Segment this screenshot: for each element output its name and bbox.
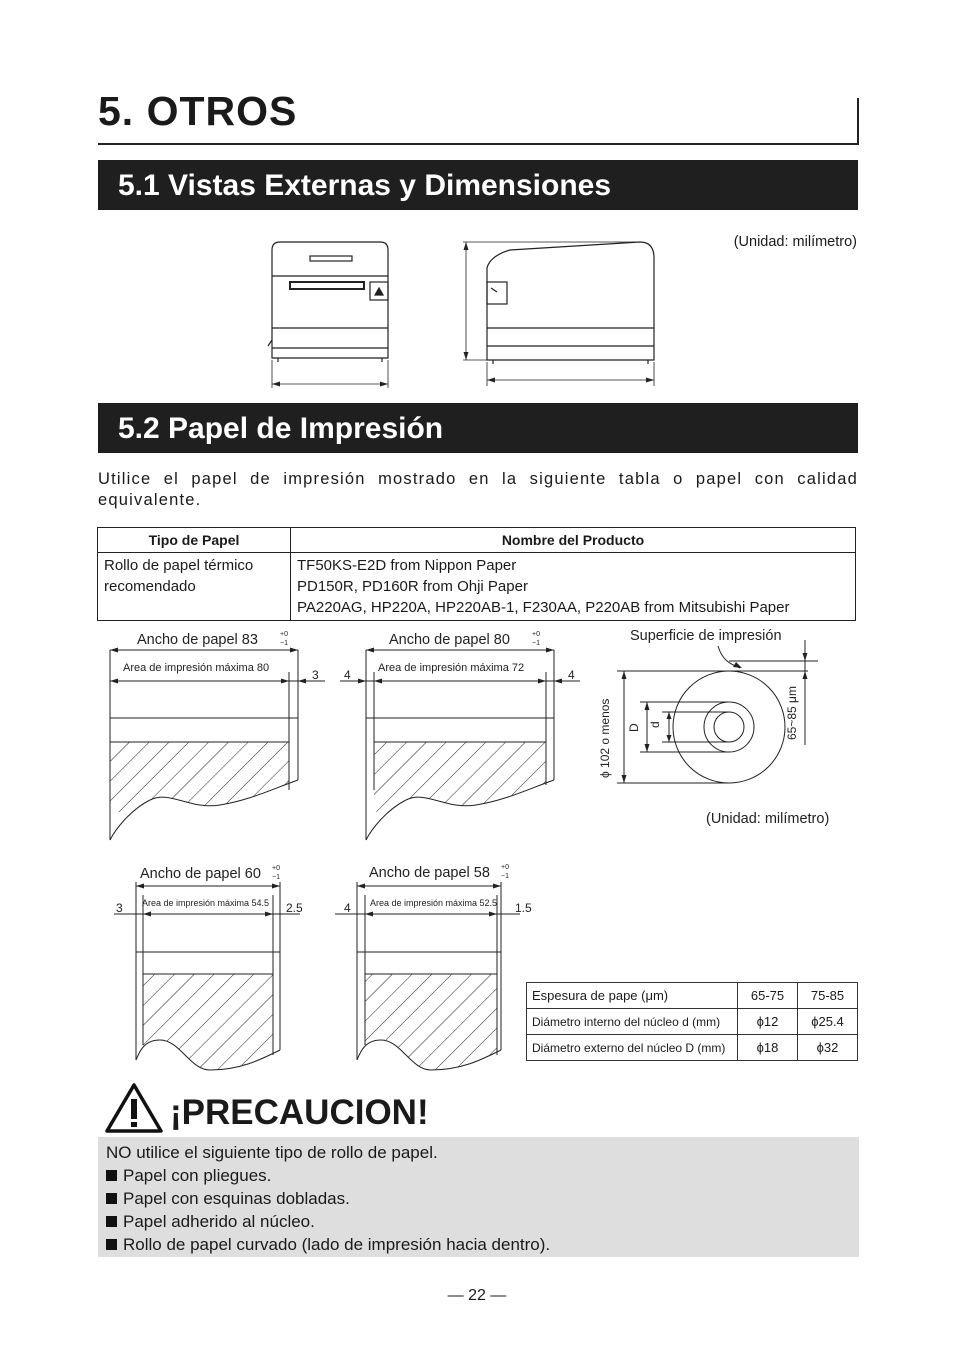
margin-right-80: 4 [568, 668, 575, 682]
product-name: TF50KS-E2D from Nippon Paper [297, 557, 517, 574]
caution-intro: NO utilice el siguiente tipo de rollo de papel. [106, 1143, 438, 1162]
width-60-label: Ancho de papel 60 [140, 866, 261, 882]
spec-value: ϕ18 [738, 1035, 798, 1061]
chapter-rule-vertical [857, 98, 859, 145]
tolerance-lower: −1 [280, 640, 288, 647]
spec-value: ϕ12 [738, 1009, 798, 1035]
product-name-cell [291, 553, 856, 621]
printer-front-view [268, 242, 388, 362]
tolerance-upper: +0 [501, 864, 509, 871]
paper-table-header-type: Tipo de Papel [98, 528, 291, 553]
print-surface-label: Superficie de impresión [630, 628, 782, 644]
caution-item: Papel adherido al núcleo. [123, 1212, 315, 1231]
width-58-label: Ancho de papel 58 [369, 865, 490, 881]
list-item [106, 1164, 851, 1187]
margin-left-80: 4 [344, 668, 351, 682]
printer-side-view [487, 242, 654, 364]
paper-type-line: Rollo de papel térmico [104, 557, 254, 574]
bullet-square-icon [106, 1193, 117, 1204]
width-83-label: Ancho de papel 83 [137, 632, 258, 648]
tolerance-lower: −1 [501, 873, 509, 880]
caution-item: Papel con pliegues. [123, 1166, 272, 1185]
width-80-label: Ancho de papel 80 [389, 632, 510, 648]
core-inner-diameter-label: d [648, 721, 662, 728]
paper-table [97, 527, 856, 621]
list-item [106, 1187, 851, 1210]
tolerance-upper: +0 [272, 865, 280, 872]
product-name: PA220AG, HP220A, HP220AB-1, F230AA, P220AB from Mitsubishi Paper [297, 599, 790, 616]
bullet-square-icon [106, 1239, 117, 1250]
margin-left-60: 3 [116, 901, 123, 915]
tolerance-lower: −1 [272, 874, 280, 881]
paper-80-diagram [340, 650, 580, 840]
margin-right-83: 3 [312, 668, 319, 682]
warning-triangle-icon [104, 1082, 164, 1134]
table-row [98, 553, 856, 621]
caution-item: Papel con esquinas dobladas. [123, 1189, 350, 1208]
paper-thickness-label: 65~85 μm [785, 686, 799, 740]
printer-views-drawing [262, 236, 672, 388]
unit-note-dimensions: (Unidad: milímetro) [733, 234, 857, 250]
paper-type-cell [98, 553, 291, 621]
list-item [106, 1233, 851, 1256]
outer-diameter-label: ϕ 102 o menos [598, 698, 612, 778]
section-5-2-heading: 5.2 Papel de Impresión [98, 403, 858, 453]
chapter-rule [98, 143, 859, 145]
spec-value: ϕ32 [798, 1035, 858, 1061]
print-area-54-5: Area de impresión máxima 54.5 [142, 898, 270, 908]
tolerance-lower: −1 [532, 640, 540, 647]
page-number: — 22 — [447, 1287, 507, 1304]
spec-header-value: 65-75 [738, 983, 798, 1009]
section-5-1-heading: 5.1 Vistas Externas y Dimensiones [98, 160, 858, 210]
core-outer-diameter-label: D [627, 723, 641, 732]
bullet-square-icon [106, 1170, 117, 1181]
paper-83-diagram [110, 650, 325, 840]
margin-left-58: 4 [344, 901, 351, 915]
core-spec-table [526, 982, 858, 1061]
print-area-72: Area de impresión máxima 72 [378, 662, 525, 674]
table-row [527, 1035, 858, 1061]
spec-header-value: 75-85 [798, 983, 858, 1009]
list-item [106, 1210, 851, 1233]
product-name: PD150R, PD160R from Ohji Paper [297, 578, 528, 595]
table-row [527, 983, 858, 1009]
paper-type-line: recomendado [104, 578, 196, 595]
table-row [527, 1009, 858, 1035]
paper-58-diagram [335, 882, 520, 1074]
chapter-title: 5. OTROS [98, 88, 298, 134]
caution-title: ¡PRECAUCION! [170, 1093, 429, 1132]
caution-box [98, 1137, 859, 1257]
print-area-80: Area de impresión máxima 80 [123, 662, 270, 674]
paper-table-header-product: Nombre del Producto [291, 528, 856, 553]
margin-right-58: 1.5 [515, 901, 532, 915]
intro-paragraph: Utilice el papel de impresión mostrado en la siguiente tabla o papel con calidad equivalente. [98, 470, 858, 509]
print-area-52-5: Area de impresión máxima 52.5 [370, 898, 498, 908]
spec-row-label: Diámetro externo del núcleo D (mm) [527, 1035, 738, 1061]
bullet-square-icon [106, 1216, 117, 1227]
spec-value: ϕ25.4 [798, 1009, 858, 1035]
tolerance-upper: +0 [280, 631, 288, 638]
tolerance-upper: +0 [532, 631, 540, 638]
margin-right-60: 2.5 [286, 901, 303, 915]
paper-60-diagram [114, 882, 300, 1074]
unit-note-paper: (Unidad: milímetro) [706, 811, 830, 827]
spec-row-label: Diámetro interno del núcleo d (mm) [527, 1009, 738, 1035]
caution-item: Rollo de papel curvado (lado de impresión hacia dentro). [123, 1235, 551, 1254]
spec-header-label: Espesura de pape (μm) [527, 983, 738, 1009]
